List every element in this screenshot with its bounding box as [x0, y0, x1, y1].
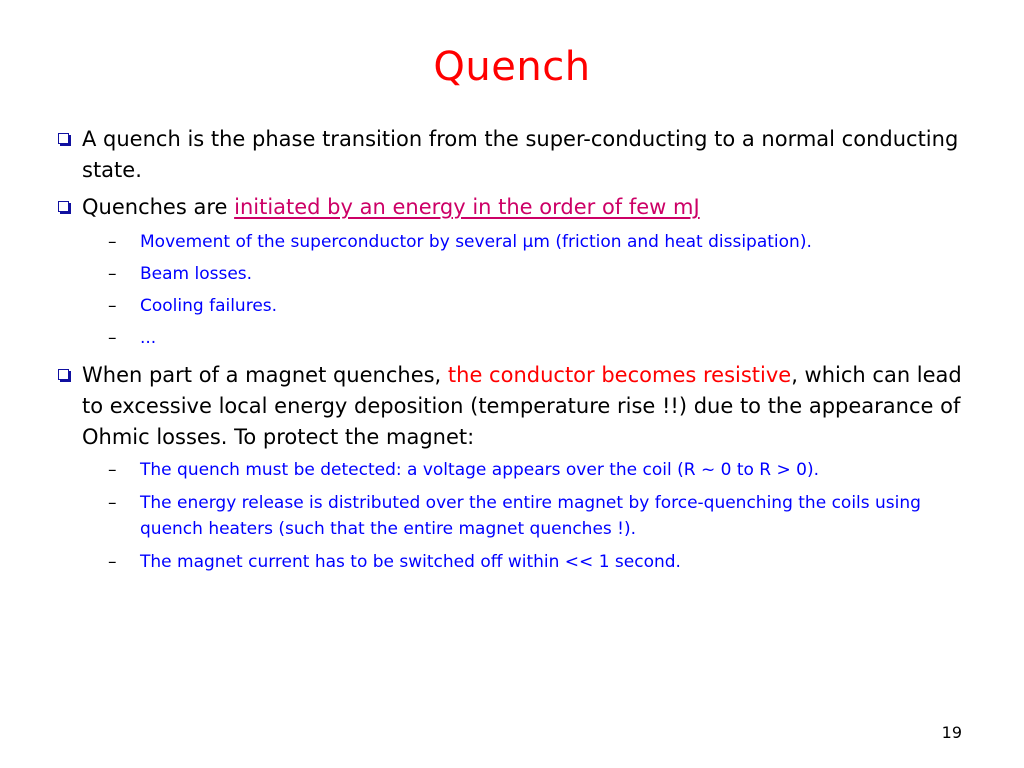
sub-bullet-text: The energy release is distributed over the entire magnet by force-quenching the coils using quench heaters (such that the entire magnet quenches !). [140, 493, 921, 539]
sub-bullet-text: The magnet current has to be switched off within << 1 second. [140, 552, 681, 572]
dash-marker: – [108, 328, 117, 348]
sub-bullet-item [108, 261, 990, 287]
sub-bullet-text: Beam losses. [140, 264, 253, 284]
sub-bullet-text: Cooling failures. [140, 296, 278, 316]
dash-marker: – [108, 493, 117, 513]
square-bullet-icon [58, 369, 69, 380]
bullet-text: , which can lead to excessive local energy deposition (temperature rise !!) due to the appearance of Ohmic losses. To protect the magnet: [82, 363, 962, 449]
bullet-text: When part of a magnet quenches, [82, 363, 448, 387]
energy-link[interactable]: initiated by an energy in the order of few mJ [234, 195, 700, 219]
sub-bullet-item [108, 490, 970, 542]
dash-marker: – [108, 552, 117, 572]
bullet-item [82, 360, 982, 453]
bullet-text: A quench is the phase transition from the super-conducting to a normal conducting state. [82, 127, 959, 182]
dash-marker: – [108, 460, 117, 480]
sub-bullet-item [108, 325, 990, 351]
dash-marker: – [108, 296, 117, 316]
dash-marker: – [108, 264, 117, 284]
page-number: 19 [941, 723, 962, 742]
slide-title: Quench [433, 44, 591, 90]
sub-bullet-item [108, 457, 990, 483]
bullet-item [82, 192, 982, 223]
bullet-highlight: the conductor becomes resistive [447, 363, 792, 387]
sub-bullet-item [108, 549, 990, 575]
sub-bullet-text: Movement of the superconductor by several μm (friction and heat dissipation). [140, 232, 812, 252]
sub-bullet-item [108, 293, 990, 319]
square-bullet-icon [58, 133, 69, 144]
sub-bullet-text: The quench must be detected: a voltage appears over the coil (R ~ 0 to R > 0). [140, 460, 820, 480]
sub-bullet-item [108, 229, 990, 255]
sub-bullet-text: ... [140, 328, 157, 348]
bullet-text: Quenches are [82, 195, 235, 219]
dash-marker: – [108, 232, 117, 252]
bullet-item [82, 124, 982, 186]
square-bullet-icon [58, 201, 69, 212]
